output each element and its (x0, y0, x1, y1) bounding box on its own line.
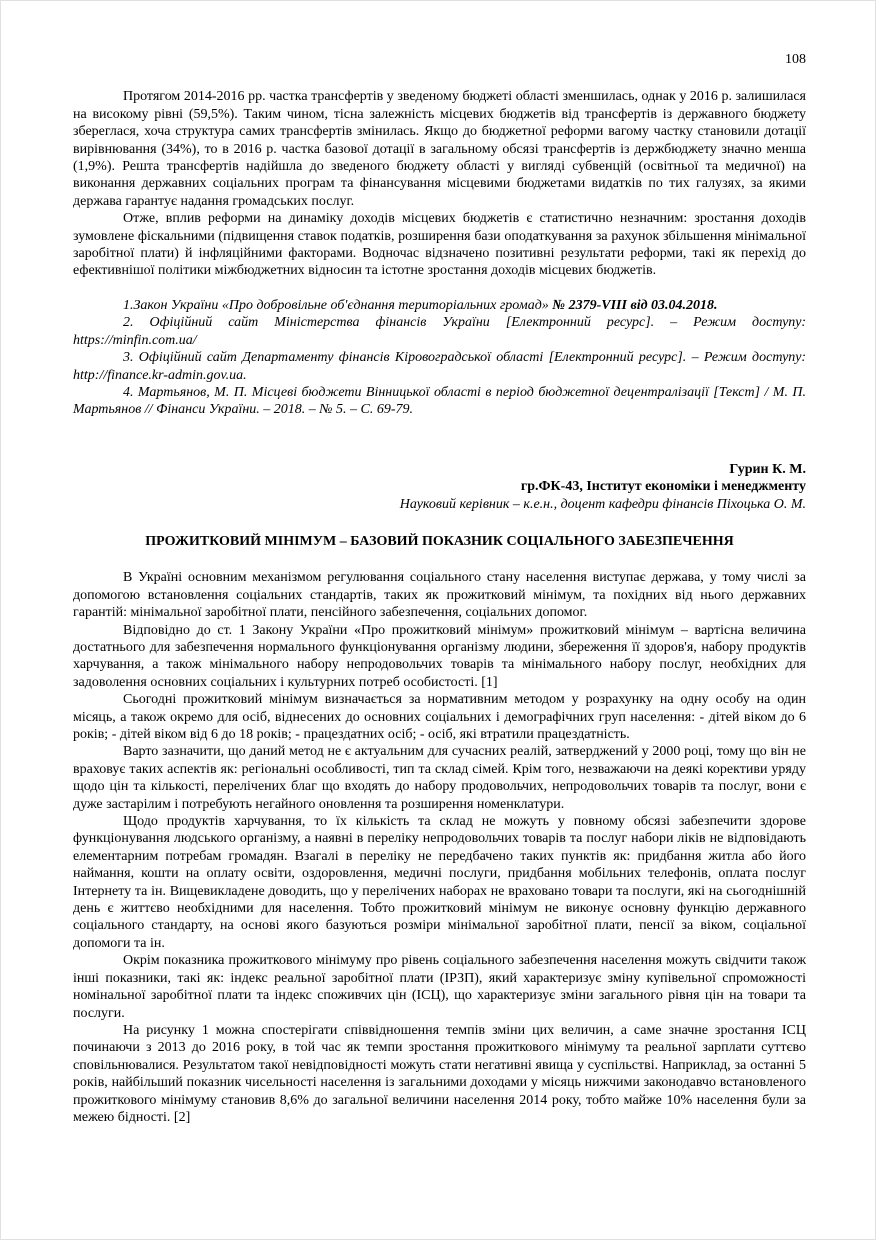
reference-item-2: 2. Офіційний сайт Міністерства фінансів України [Електронний ресурс]. – Режим доступу: https://minfin.com.ua/ (73, 315, 806, 348)
author-block (73, 461, 806, 513)
paragraph-food-products: Щодо продуктів харчування, то їх кількість та склад не можуть у повному обсязі забезпечити здорове функціонування людського організму, а наявні в переліку непродовольчих товарів та послуг набори ліків не відповідають елементарним потребам громадян. Взагалі в переліку не передбачено таких пунктів як: придбання житла або його наймання, кошти на оплату освіти, оздоровлення, медичні послуги, придбання мобільних телефонів, оплата послуг Інтернету та ін. Вищевикладене доводить, що у перелічених наборах не враховано товари та послуги, які на сьогоднішній день є життєво необхідними для населення. Тобто прожитковий мінімум не виконує основну функцію державного соціального стандарту, на основі якого базуються розміри мінімальної заробітної плати, пенсії за віком, соціальної допомоги та ін. (73, 814, 806, 951)
page-number: 108 (785, 52, 806, 67)
reference-item-3: 3. Офіційний сайт Департаменту фінансів Кіровоградської області [Електронний ресурс]. – Режим доступу: http://finance.kr-admin.gov.ua. (73, 350, 806, 383)
advisor-line: Науковий керівник – к.е.н., доцент кафедри фінансів Піхоцька О. М. (399, 496, 806, 512)
paragraph-transfers-share: Протягом 2014-2016 рр. частка трансфертів у зведеному бюджеті області зменшилась, однак у 2016 р. залишилася на високому рівні (59,5%). Таким чином, тісна залежність місцевих бюджетів від трансфертів із державного бюджету збереглася, хоча структура самих трансфертів змінилась. Якщо до бюджетної реформи вагому частку становили дотації вирівнювання (34%), то в 2016 р. частка базової дотації в загальному обсязі трансфертів із держбюджету значно менша (1,9%). Решта трансфертів надійшла до зведеного бюджету області у вигляді субвенцій (освітньої та медичної) на виконання державних соціальних програм та фінансування місцевими бюджетами видатків по тих галузях, за якими держава гарантує надання громадських послуг. (73, 89, 806, 209)
reference-item-4: 4. Мартьянов, М. П. Місцеві бюджети Вінницької області в період бюджетної децентралізації [Текст] / М. П. Мартьянов // Фінанси України. – 2018. – № 5. – С. 69-79. (73, 384, 806, 418)
reference-item-1 (73, 297, 806, 314)
paragraph-figure-trends: На рисунку 1 можна спостерігати співвідношення темпів зміни цих величин, а саме значне зростання ІСЦ починаючи з 2013 до 2016 року, в той час як темпи зростання прожиткового мінімуму та реальної зарплати суттєво сповільнювалися. Результатом такої невідповідності можуть стати негативні явища у суспільстві. Наприклад, за останні 5 років, найбільший показник чисельності населення із загальними доходами у місяць нижчими законодавчо встановленого прожиткового мінімуму становив 8,6% до загальної величини населення 2014 року, тобто майже 10% населення були за межею бідності. [2] (73, 1022, 806, 1125)
article-title: ПРОЖИТКОВИЙ МІНІМУМ – БАЗОВИЙ ПОКАЗНИК СОЦІАЛЬНОГО ЗАБЕЗПЕЧЕННЯ (145, 533, 734, 549)
author-affiliation: гр.ФК-43, Інститут економіки і менеджменту (520, 479, 806, 495)
reference-highlight: № 2379-VIII від 03.04.2018. (552, 297, 718, 313)
author-name: Гурин К. М. (729, 461, 806, 477)
paragraph-law-definition: Відповідно до ст. 1 Закону України «Про прожитковий мінімум» прожитковий мінімум – вартісна величина достатнього для забезпечення нормального функціонування організму людини, збереження її здоров'я, набору продуктів харчування, а також мінімального набору непродовольчих товарів та мінімального набору послуг, необхідних для задоволення основних соціальних і культурних потреб особистості. [1] (73, 622, 806, 690)
references-list (73, 297, 806, 419)
reference-text: 1.Закон України «Про добровільне об'єднання територіальних громад» (123, 297, 553, 313)
paragraph-state-mechanism: В Україні основним механізмом регулювання соціального стану населення виступає держава, у тому числі за допомогою встановлення соціальних стандартів, таких як прожитковий мінімум, та похідних від нього державних гарантій: мінімальної заробітної плати, пенсійного забезпечення, соціальних допомог. (73, 570, 806, 621)
paragraph-reform-impact: Отже, вплив реформи на динаміку доходів місцевих бюджетів є статистично незначним: зростання доходів зумовлене фіскальними (підвищення ставок податків, розширення бази оподаткування за рахунок збільшення мінімальної заробітної плати) й інфляційними факторами. Водночас відзначено позитивні результати реформи, такі як перехід до ефективнішої політики міжбюджетних відносин та істотне зростання доходів місцевих бюджетів. (73, 211, 806, 279)
paragraph-other-indicators: Окрім показника прожиткового мінімуму про рівень соціального забезпечення населення можуть свідчити також інші показники, такі як: індекс реальної заробітної плати (ІРЗП), який характеризує зміну купівельної спроможності номінальної заробітної плати та індекс споживчих цін (ІСЦ), що характеризує зміни загального рівня цін на товари та послуги. (73, 953, 806, 1021)
paragraph-method-outdated: Варто зазначити, що даний метод не є актуальним для сучасних реалій, затверджений у 2000 році, тому що він не враховує таких аспектів як: регіональні особливості, тип та склад сімей. Крім того, незважаючи на деякі корективи уряду щодо цін та кількості, перелічених благ що входять до набору продовольчих, непродовольчих товарів та послуг, вони є дуже застарілим і потребують негайного оновлення та розширення номенклатури. (73, 744, 806, 812)
paragraph-normative-method: Сьогодні прожитковий мінімум визначається за нормативним методом у розрахунку на одну особу на один місяць, а також окремо для осіб, віднесених до основних соціальних і демографічних груп населення: - дітей віком до 6 років; - дітей віком від 6 до 18 років; - працездатних осіб; - осіб, які втратили працездатність. (73, 692, 806, 742)
